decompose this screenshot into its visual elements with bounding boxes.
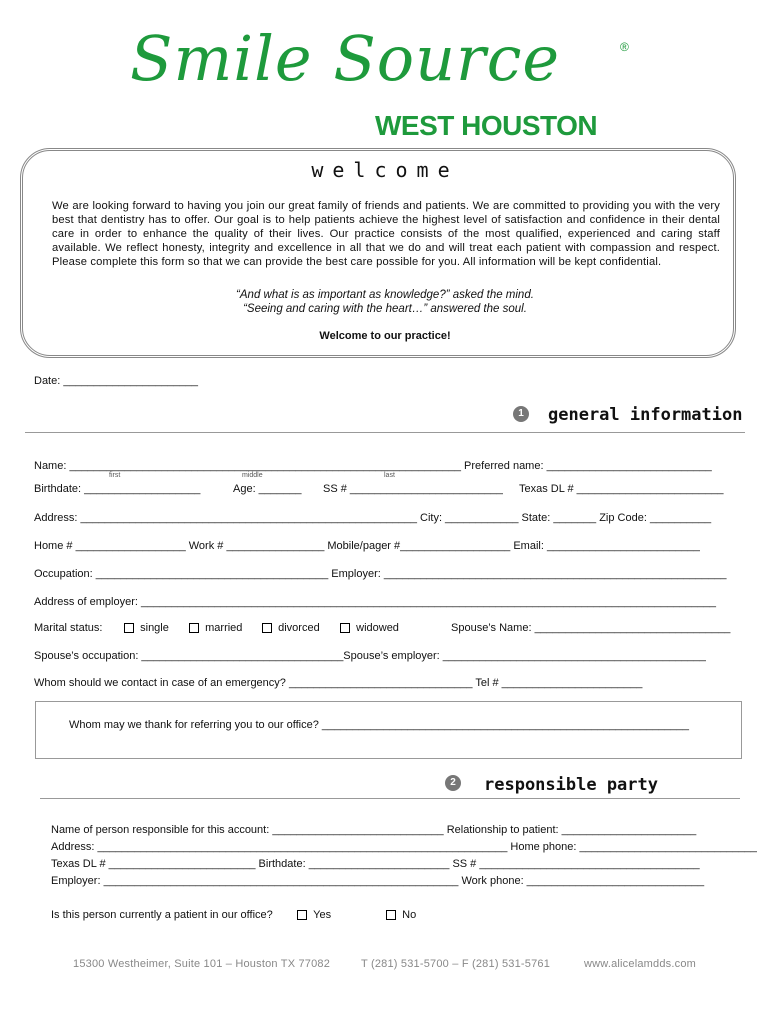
date-field[interactable]: Date: ______________________ <box>34 375 198 387</box>
responsible-employer-field[interactable]: Employer: __________________________________________________________ Work phone: _____________________________ <box>51 875 705 887</box>
referral-field[interactable]: Whom may we thank for referring you to our office? ____________________________________________________________ <box>69 719 689 731</box>
responsible-address-field[interactable]: Address: ___________________________________________________________________ Home phone: _____________________________ <box>51 841 757 853</box>
quote-line-2: “Seeing and caring with the heart…” answered the soul. <box>243 303 527 315</box>
marital-option-divorced[interactable] <box>262 622 320 634</box>
marital-option-label: widowed <box>356 622 399 634</box>
section-2-divider <box>40 798 740 799</box>
responsible-dl-field[interactable]: Texas DL # ________________________ Birthdate: _______________________ SS # ____________________________________ <box>51 858 700 870</box>
footer-website[interactable]: www.alicelamdds.com <box>584 958 697 970</box>
marital-option-single[interactable] <box>124 622 169 634</box>
marital-option-label: single <box>140 622 169 634</box>
logo-text: Smile Source <box>130 22 561 95</box>
age-field[interactable]: Age: _______ <box>233 483 302 495</box>
emergency-contact-field[interactable]: Whom should we contact in case of an emergency? ______________________________ Tel # _______________________ <box>34 677 643 689</box>
checkbox-icon[interactable] <box>262 623 272 633</box>
footer-phone: T (281) 531-5700 – F (281) 531-5761 <box>361 958 551 970</box>
last-name-hint: last <box>384 472 395 479</box>
welcome-closing: Welcome to our practice! <box>319 330 451 342</box>
marital-option-label: married <box>205 622 243 634</box>
welcome-title: welcome <box>311 158 459 182</box>
footer-address: 15300 Westheimer, Suite 101 – Houston TX 77082 <box>73 958 331 970</box>
name-field[interactable]: Name: ________________________________________________________________ Preferred name: ___________________________ <box>34 460 712 472</box>
checkbox-icon[interactable] <box>386 910 396 920</box>
section-2-number-icon: 2 <box>445 775 461 791</box>
welcome-paragraph: We are looking forward to having you join our great family of friends and patients. We are committed to providing you with the very best that dentistry has to offer. Our goal is to help patients achieve the highest level of satisfaction and confidence in their dental care in order to enhance the quality of their lives. Our practice consists of the most qualified, experienced and caring staff available. We reflect honesty, integrity and excellence in all that we do and will treat each patient with compassion and respect. Please complete this form so that we can provide the best care possible for you. All information will be kept confidential. <box>52 200 720 268</box>
occupation-field[interactable]: Occupation: ______________________________________ Employer: ________________________________________________________ <box>34 568 727 580</box>
spouse-occupation-field[interactable]: Spouse’s occupation: _________________________________Spouse’s employer: ___________________________________________ <box>34 650 706 662</box>
section-general-title: general information <box>548 405 743 425</box>
middle-name-hint: middle <box>242 472 263 479</box>
checkbox-icon[interactable] <box>297 910 307 920</box>
quote-line-1: “And what is as important as knowledge?” asked the mind. <box>236 289 534 301</box>
checkbox-icon[interactable] <box>340 623 350 633</box>
current-patient-question: Is this person currently a patient in our office? <box>51 909 273 921</box>
yes-label: Yes <box>313 909 332 921</box>
current-patient-yes[interactable] <box>297 909 331 921</box>
texas-dl-field[interactable]: Texas DL # ________________________ <box>519 483 724 495</box>
checkbox-icon[interactable] <box>124 623 134 633</box>
section-1-divider <box>25 432 745 433</box>
spouse-name-field[interactable]: Spouse’s Name: ________________________________ <box>451 622 731 634</box>
address-field[interactable]: Address: _______________________________________________________ City: ____________ State: _______ Zip Code: __________ <box>34 512 712 524</box>
marital-status-label: Marital status: <box>34 622 103 634</box>
checkbox-icon[interactable] <box>189 623 199 633</box>
marital-option-label: divorced <box>278 622 320 634</box>
phone-fields[interactable]: Home # __________________ Work # ________________ Mobile/pager #__________________ Email: _________________________ <box>34 540 700 552</box>
section-1-number-icon: 1 <box>513 406 529 422</box>
marital-option-widowed[interactable] <box>340 622 399 634</box>
ss-field[interactable]: SS # _________________________ <box>323 483 503 495</box>
section-responsible-title: responsible party <box>484 775 658 795</box>
current-patient-no[interactable] <box>386 909 416 921</box>
marital-option-married[interactable] <box>189 622 242 634</box>
no-label: No <box>402 909 417 921</box>
responsible-name-field[interactable]: Name of person responsible for this account: ____________________________ Relationship to patient: ______________________ <box>51 824 697 836</box>
birthdate-field[interactable]: Birthdate: ___________________ <box>34 483 201 495</box>
employer-address-field[interactable]: Address of employer: ______________________________________________________________________________________________ <box>34 596 717 608</box>
first-name-hint: first <box>109 472 121 479</box>
smile-source-logo <box>130 18 640 98</box>
registered-mark-icon: ® <box>620 40 629 54</box>
location-subtitle: WEST HOUSTON <box>375 110 598 141</box>
